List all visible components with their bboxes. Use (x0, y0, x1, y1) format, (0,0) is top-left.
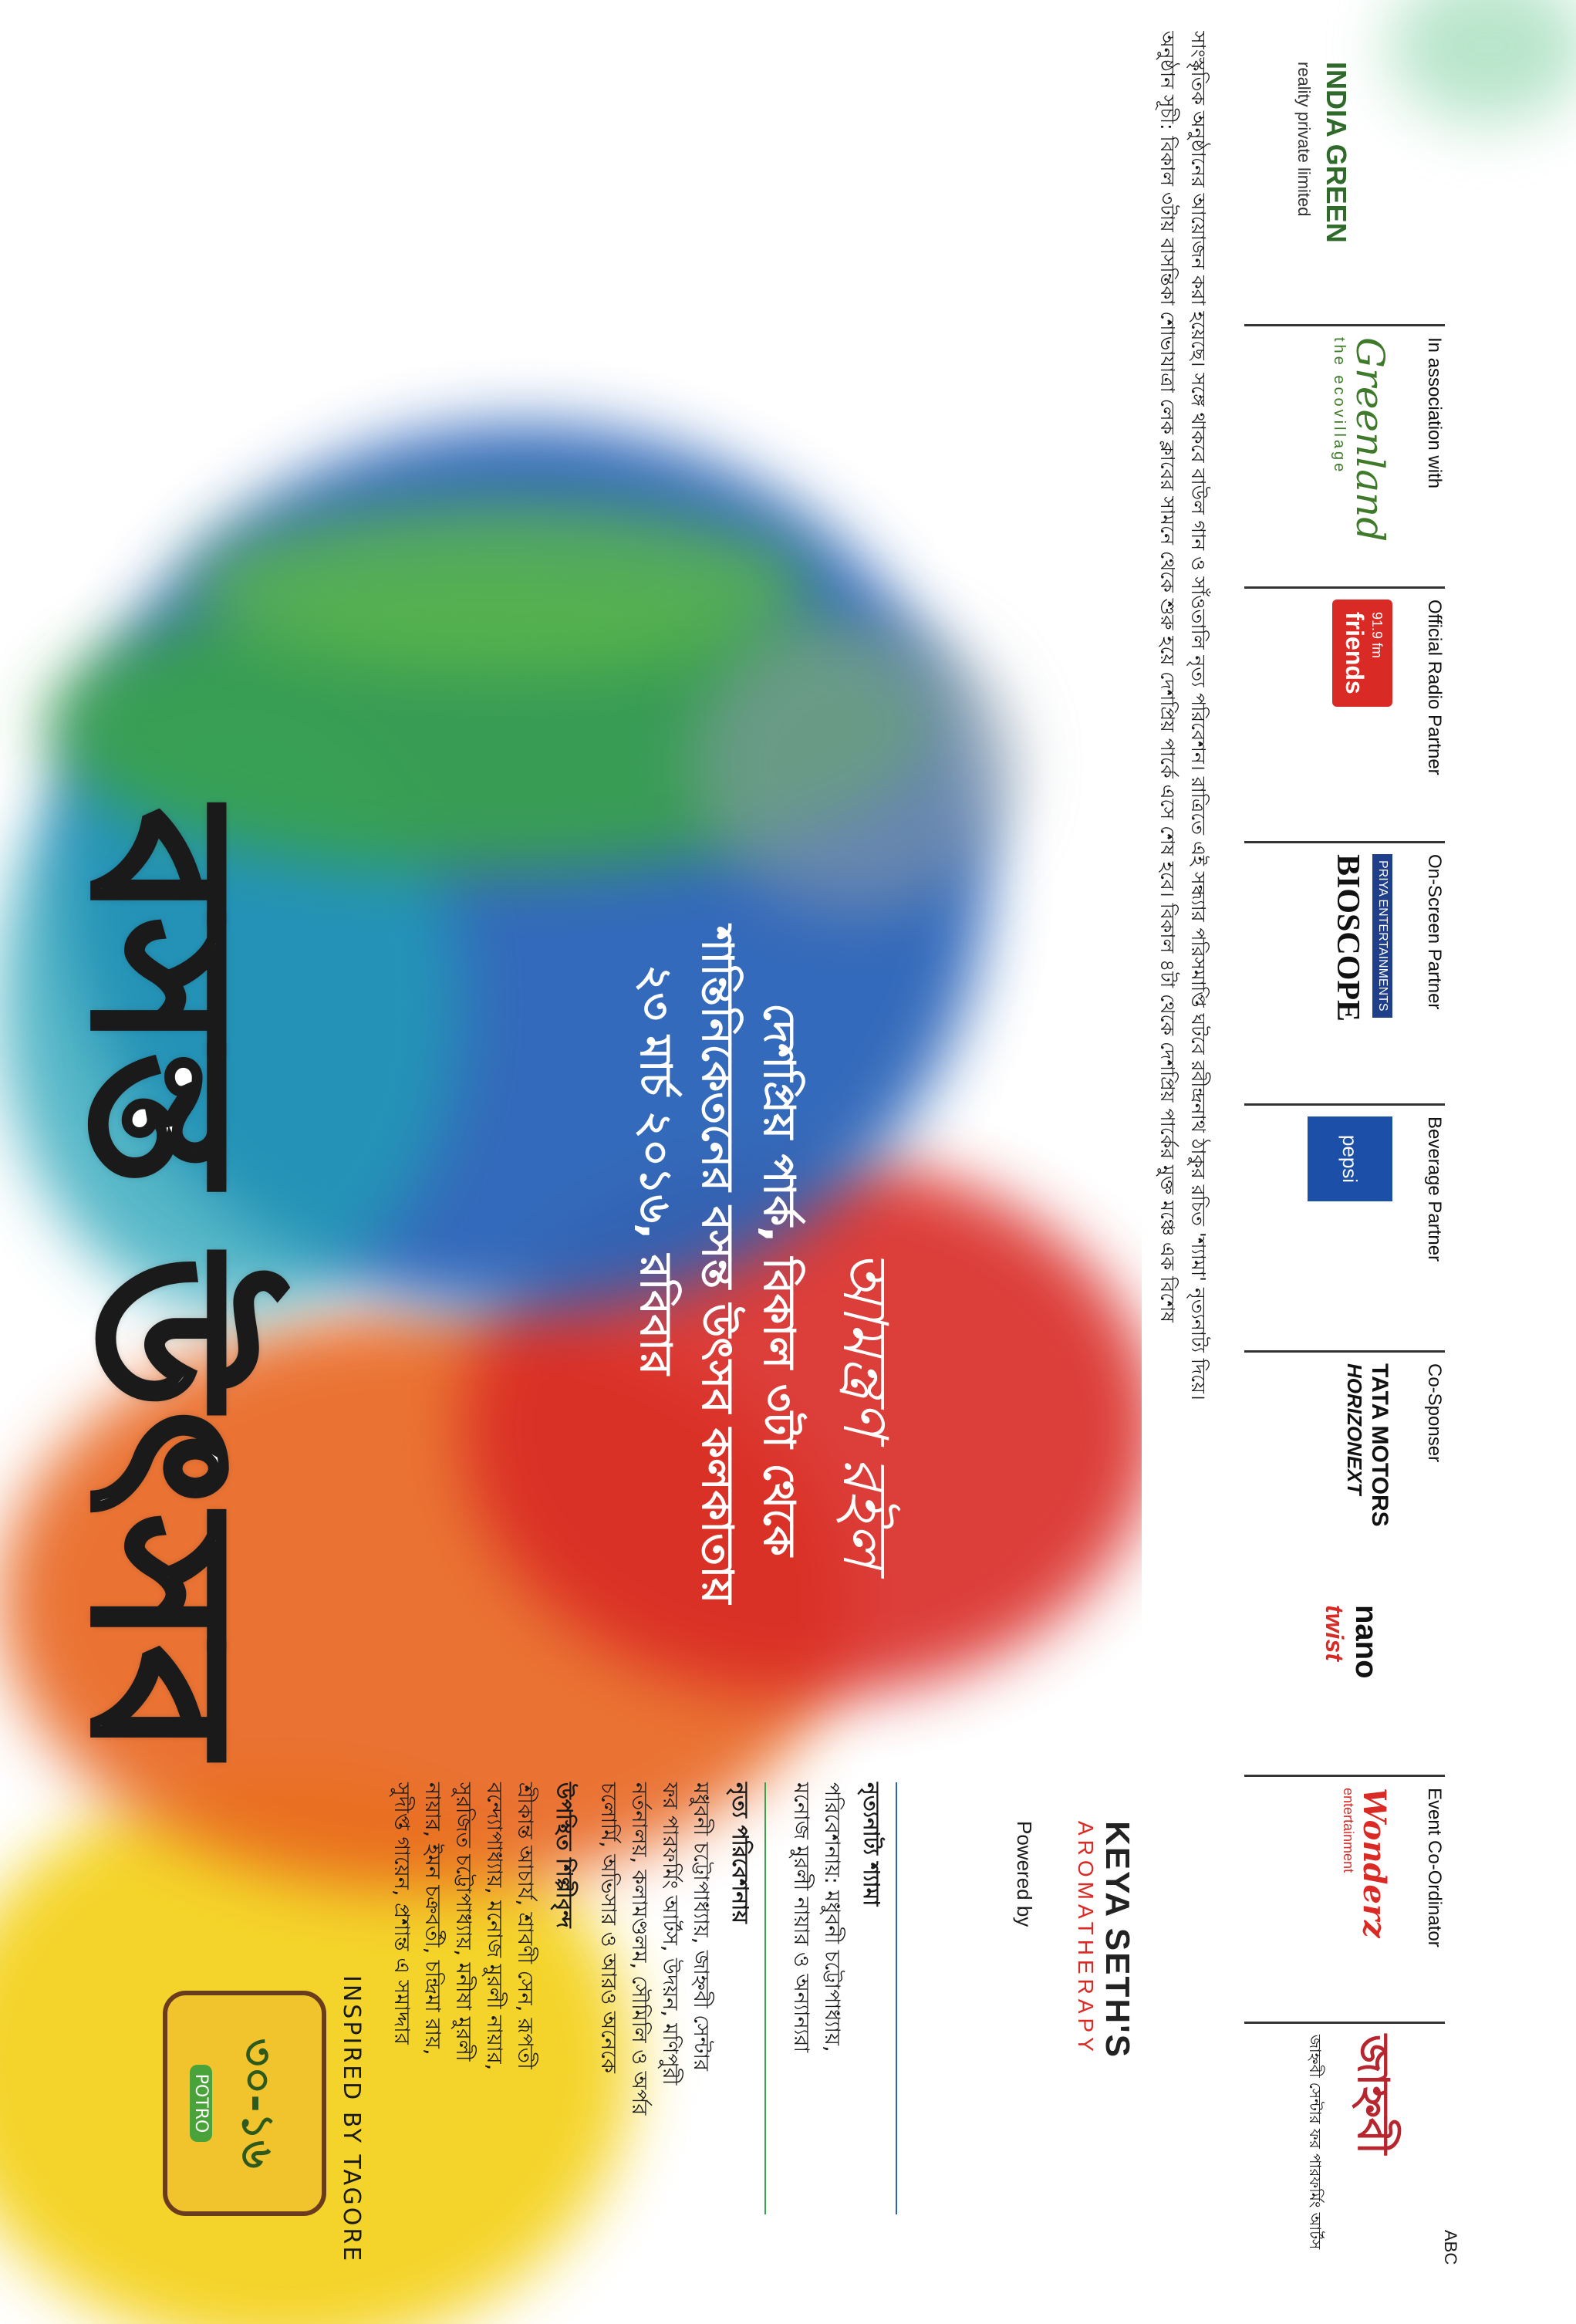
dance-line: ফর পারফর্মিং আর্টস, উদয়ন, মণিপুরী (658, 1782, 682, 2086)
sponsor-greenland (1244, 324, 1445, 569)
sponsor-logo: INDIA GREEN (1321, 62, 1352, 243)
sponsor-logo: Greenland (1348, 337, 1392, 542)
sponsor-label: Co-Sponser (1424, 1363, 1445, 1463)
dance-line: চলোর্মি, অভিসার ও আরও অনেকে (596, 1782, 620, 2073)
sponsor-label: Official Radio Partner (1424, 600, 1445, 775)
festival-title: বসন্ত উৎসব (50, 810, 275, 1758)
sponsor-pepsi (1244, 1103, 1445, 1333)
sponsor-logo-sub: PRIYA ENTERTAINMENTS (1372, 854, 1392, 1018)
event-logo-sub: POTRO (190, 2065, 212, 2143)
sponsor-label: Event Co-Ordinator (1424, 1788, 1445, 1947)
artists-line: সুরজিত চট্টোপাধ্যায়, মনীষা মুরলী (451, 1782, 475, 2062)
drama-block (785, 1782, 897, 2214)
pepsi-badge (1308, 1116, 1392, 1201)
programme-note-line-1: অনুষ্ঠান সূচী: বিকাল ৩টায় বাসন্তিকা শোভাযাত্রা লেক ক্লাবের সামনে থেকে শুরু হয়ে দেশপ্রিয় পার্কে এসে শেষ হবে। বিকাল ৪টা থেকে দেশপ্রিয় পার্কের মুক্ত মঞ্চে এক বিশেষ (1156, 31, 1179, 1322)
sponsor-label: On-Screen Partner (1424, 854, 1445, 1010)
sponsor-india-green (1244, 62, 1445, 293)
programme-note-line-2: সাংস্কৃতিক অনুষ্ঠানের আয়োজন করা হয়েছে। সঙ্গে থাকবে বাউল গান ও সাঁওতালি নৃত্য পরিবেশন। রাত্রিতে এই সন্ধ্যার পরিসমাপ্তি ঘটবে রবীন্দ্রনাথ ঠাকুর রচিত 'শ্যামা' নৃত্যনাট্য দিয়ে। (1187, 31, 1210, 1400)
drama-heading: নৃত্যনাট্য শ্যামা (859, 1782, 884, 1907)
sponsor-logo: BIOSCOPE (1330, 854, 1365, 1022)
artists-heading: উপস্থিত শিল্পীবৃন্দ (552, 1782, 577, 1928)
dance-line: নর্তনালয়, কলামণ্ডলম, সৌমিলি ও অর্পর (627, 1782, 651, 2116)
logo-tagline: INSPIRED BY TAGORE (338, 1975, 365, 2264)
artists-line: বন্দ্যোপাধ্যায়, মনোজ মুরলী নায়ার, (482, 1782, 506, 2071)
sponsor-logo: জাহ্নবী (1348, 2035, 1398, 2155)
sponsor-logo-sub: entertainment (1341, 1788, 1356, 1873)
dance-heading: নৃত্য পরিবেশনায় (727, 1782, 753, 1924)
sponsor-logo-sub: 91.9 fm (1369, 612, 1385, 659)
subtitle-line: শান্তিনিকেতনের বসন্ত উৎসব কলকাতায় (692, 926, 742, 1604)
invite-text: আমন্ত্রণ রইল (829, 1250, 901, 1569)
dance-line: মধুবনী চট্টোপাধ্যায়, জাহ্নবী সেন্টার (689, 1782, 713, 2071)
sponsor-nano (1244, 1605, 1445, 1759)
sponsor-logo: friends (1341, 612, 1368, 694)
sponsor-logo-sub: জাহ্নবী সেন্টার ফর পারফর্মিং আর্টস (1306, 2035, 1325, 2250)
artists-line: নায়ার, ইমন চক্রবর্তী, চন্দ্রিমা রায়, (420, 1782, 444, 2055)
dance-block (592, 1782, 766, 2214)
sponsor-logo-sub: reality private limited (1294, 62, 1314, 217)
venue-line: দেশপ্রিয় পার্ক, বিকাল ৩টা থেকে (754, 1003, 804, 1556)
sponsor-label: In association with (1424, 337, 1445, 489)
artists-block (386, 1782, 581, 2214)
sponsor-logo-sub: HORIZONEXT (1343, 1363, 1366, 1495)
friends-fm-badge (1332, 600, 1392, 707)
event-logo-name: ৩০-১৬ (232, 2038, 282, 2169)
sponsor-bioscope (1244, 841, 1445, 1086)
artists-line: শ্রীকান্ত আচার্য, শ্রাবণী সেন, রূপতী (513, 1782, 537, 2069)
powered-by-label: Powered by (1013, 1821, 1036, 1927)
drama-line: মনোজ মুরলী নায়ার ও অন্যান্যরা (789, 1782, 813, 2053)
event-logo (163, 1991, 326, 2216)
sponsor-wonderz (1244, 1775, 1445, 2019)
date-line: ২৩ মার্চ ২০১৬, রবিবার (630, 964, 680, 1375)
sponsor-logo-sub: twist (1321, 1605, 1348, 1661)
sponsor-logo: nano (1349, 1605, 1383, 1679)
sponsor-logo: Wonderz (1356, 1788, 1392, 1938)
drama-line: পরিবেশনায়: মধুবনী চট্টোপাধ্যায়, (820, 1782, 844, 2052)
corner-code: ABC (1441, 2230, 1460, 2265)
sponsor-logo: pepsi (1338, 1134, 1362, 1184)
sponsor-logo: TATA MOTORS (1367, 1363, 1392, 1527)
sponsor-jahnavi (1244, 2022, 1445, 2282)
sponsor-strip (1229, 31, 1460, 2268)
aromatherapy-brand-bottom: AROMATHERAPY (1074, 1821, 1098, 2056)
aromatherapy-brand-top: KEYA SETH'S (1098, 1821, 1136, 2059)
sponsor-logo-sub: the ecovillage (1331, 337, 1348, 475)
aromatherapy-logo (1073, 1821, 1136, 2160)
sponsor-tata-motors (1244, 1350, 1445, 1595)
artists-line: সুদীপ্ত গায়েন, প্রশান্ত এ সমাদ্দার (390, 1782, 413, 2045)
sponsor-friends-fm (1244, 586, 1445, 823)
sponsor-label: Beverage Partner (1424, 1116, 1445, 1262)
